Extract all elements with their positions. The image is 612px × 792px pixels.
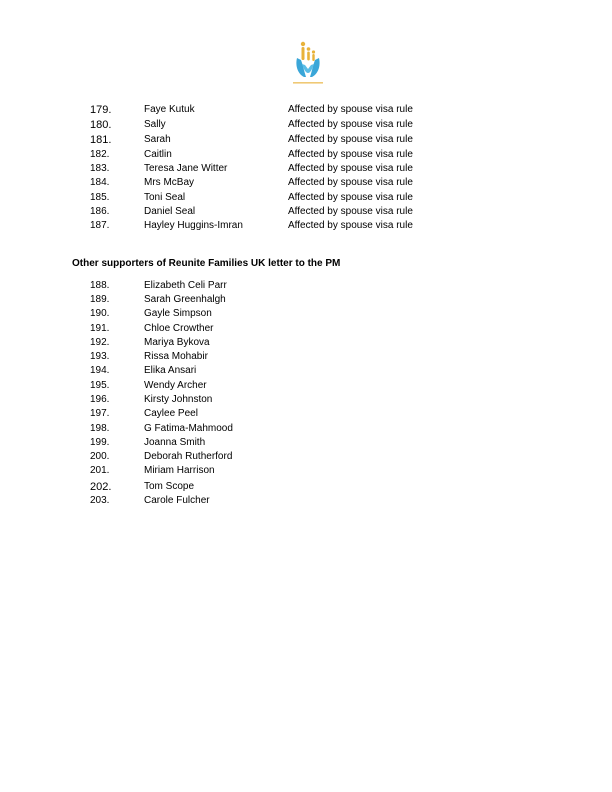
reunite-families-logo xyxy=(290,40,326,88)
entry-number: 182. xyxy=(90,149,110,160)
entry-number: 184. xyxy=(90,177,110,188)
entry-name: G Fatima-Mahmood xyxy=(144,423,233,434)
entry-number: 196. xyxy=(90,394,110,405)
entry-name: Faye Kutuk xyxy=(144,104,195,115)
entry-status: Affected by spouse visa rule xyxy=(288,163,413,174)
entry-name: Joanna Smith xyxy=(144,437,206,448)
entry-number: 186. xyxy=(90,206,110,217)
entry-number: 197. xyxy=(90,408,110,419)
entry-status: Affected by spouse visa rule xyxy=(288,119,413,130)
entry-name: Carole Fulcher xyxy=(144,495,210,506)
entry-number: 200. xyxy=(90,451,110,462)
entry-name: Tom Scope xyxy=(144,481,195,492)
entry-name: Hayley Huggins-Imran xyxy=(144,220,243,231)
entry-number: 201. xyxy=(90,465,110,476)
entry-name: Teresa Jane Witter xyxy=(144,163,228,174)
entry-number: 194. xyxy=(90,365,110,376)
entry-name: Wendy Archer xyxy=(144,380,207,391)
entry-name: Caylee Peel xyxy=(144,408,198,419)
entry-status: Affected by spouse visa rule xyxy=(288,149,413,160)
entry-status: Affected by spouse visa rule xyxy=(288,134,413,145)
entry-name: Sarah xyxy=(144,134,171,145)
entry-number: 188. xyxy=(90,280,110,291)
entry-name: Daniel Seal xyxy=(144,206,196,217)
entry-number: 195. xyxy=(90,380,110,391)
entry-number: 180. xyxy=(90,119,112,131)
entry-number: 181. xyxy=(90,134,112,146)
entry-number: 191. xyxy=(90,323,110,334)
entry-number: 199. xyxy=(90,437,110,448)
entry-name: Sally xyxy=(144,119,166,130)
entry-number: 190. xyxy=(90,308,110,319)
entry-status: Affected by spouse visa rule xyxy=(288,220,413,231)
entry-number: 187. xyxy=(90,220,110,231)
entry-name: Mrs McBay xyxy=(144,177,194,188)
entry-name: Rissa Mohabir xyxy=(144,351,208,362)
entry-name: Elizabeth Celi Parr xyxy=(144,280,227,291)
entry-name: Caitlin xyxy=(144,149,172,160)
entry-name: Toni Seal xyxy=(144,192,186,203)
entry-number: 203. xyxy=(90,495,110,506)
entry-name: Deborah Rutherford xyxy=(144,451,233,462)
entry-name: Elika Ansari xyxy=(144,365,197,376)
entry-name: Mariya Bykova xyxy=(144,337,210,348)
entry-number: 183. xyxy=(90,163,110,174)
section-heading: Other supporters of Reunite Families UK letter to the PM xyxy=(72,258,341,269)
entry-status: Affected by spouse visa rule xyxy=(288,206,413,217)
entry-number: 193. xyxy=(90,351,110,362)
entry-name: Gayle Simpson xyxy=(144,308,212,319)
entry-name: Miriam Harrison xyxy=(144,465,215,476)
entry-status: Affected by spouse visa rule xyxy=(288,192,413,203)
entry-status: Affected by spouse visa rule xyxy=(288,104,413,115)
entry-number: 185. xyxy=(90,192,110,203)
entry-status: Affected by spouse visa rule xyxy=(288,177,413,188)
entry-number: 198. xyxy=(90,423,110,434)
entry-name: Chloe Crowther xyxy=(144,323,214,334)
entry-number: 179. xyxy=(90,104,112,116)
entry-number: 202. xyxy=(90,481,112,493)
entry-name: Kirsty Johnston xyxy=(144,394,213,405)
entry-number: 189. xyxy=(90,294,110,305)
entry-number: 192. xyxy=(90,337,110,348)
entry-name: Sarah Greenhalgh xyxy=(144,294,226,305)
